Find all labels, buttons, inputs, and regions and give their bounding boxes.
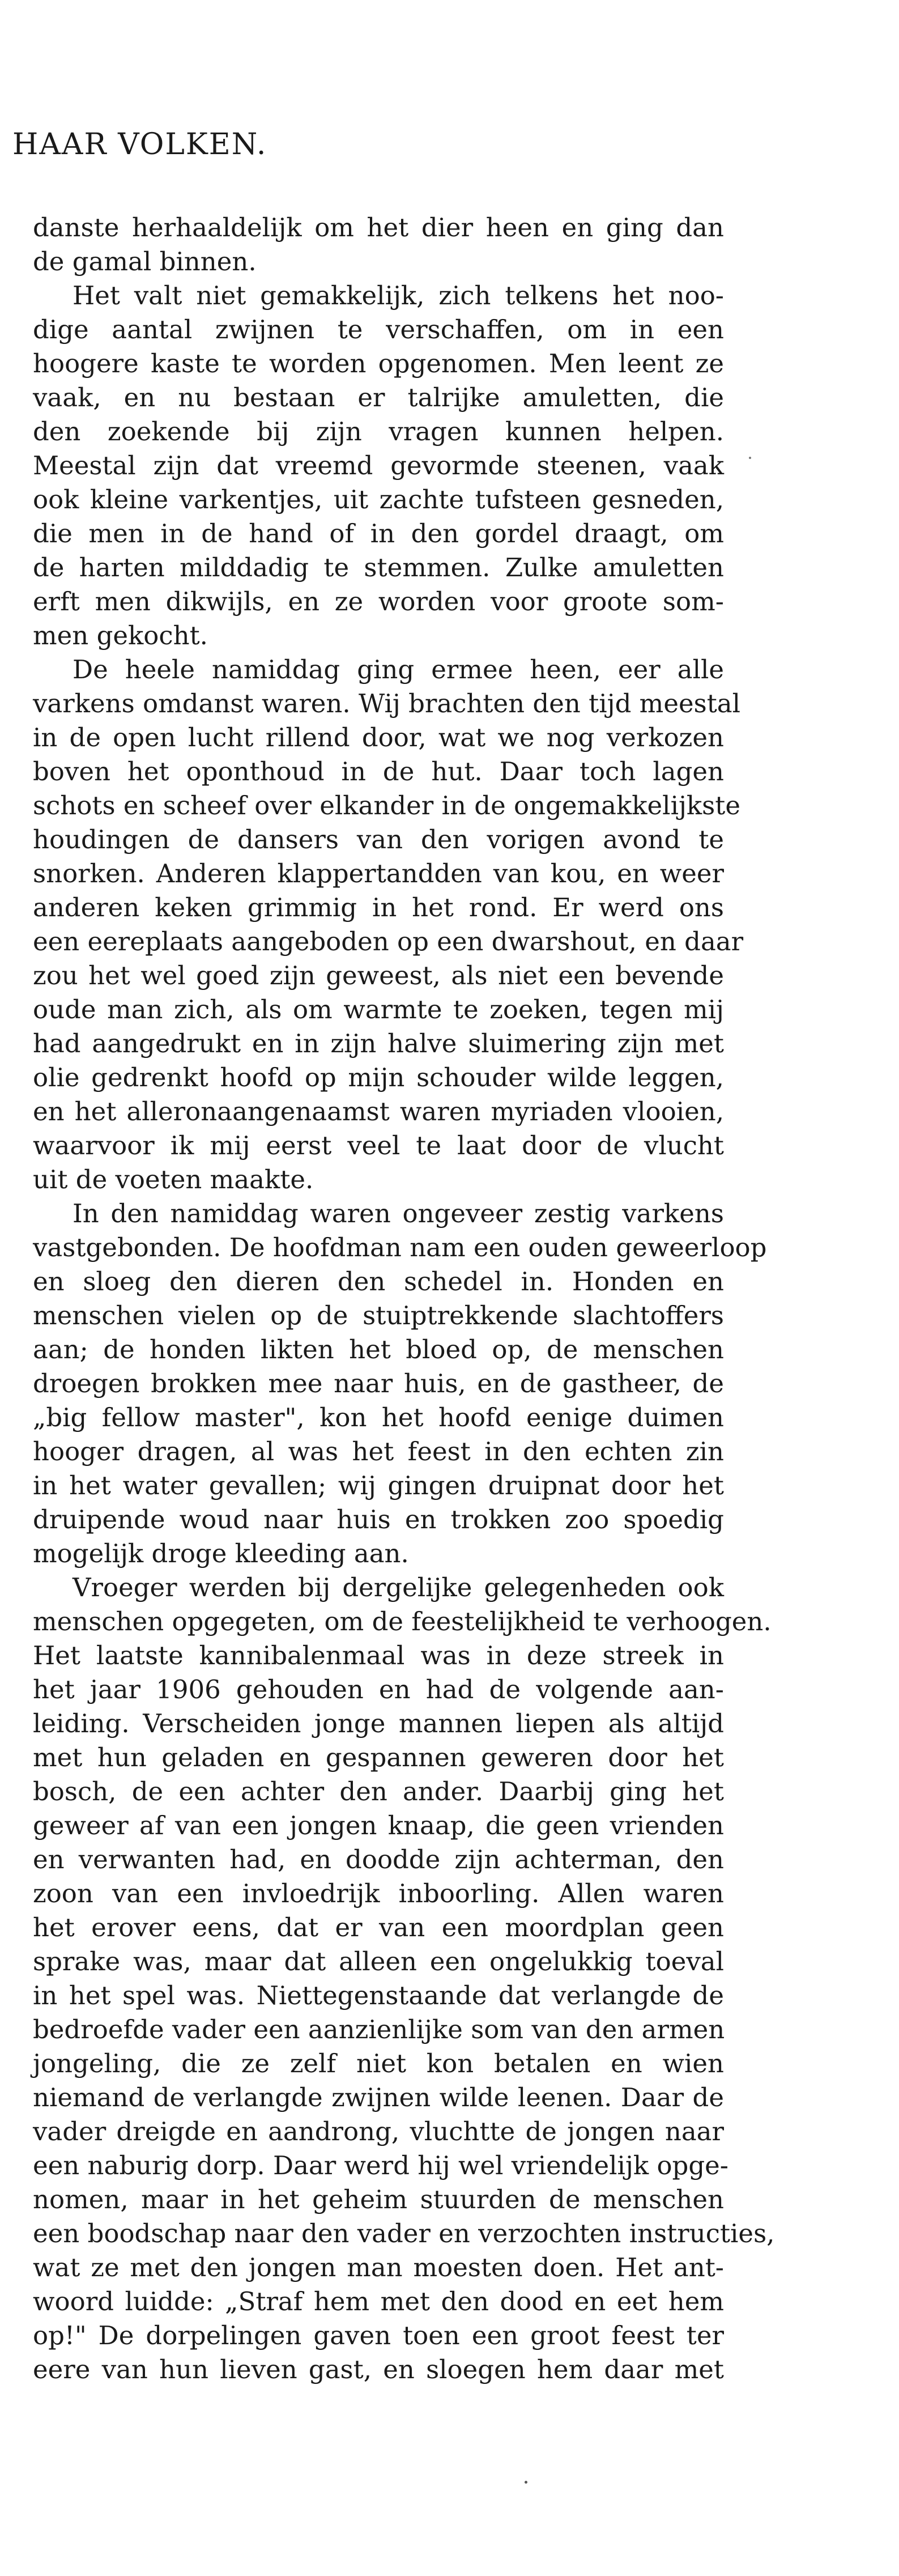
- text-line: olie gedrenkt hoofd op mijn schouder wilde leggen,: [33, 1062, 724, 1093]
- text-line: erft men dikwijls, en ze worden voor groote som-: [33, 586, 724, 617]
- text-line: in de open lucht rillend door, wat we nog verkozen: [33, 722, 724, 753]
- text-line: jongeling, die ze zelf niet kon betalen en wien: [33, 2048, 724, 2078]
- text-line: droegen brokken mee naar huis, en de gastheer, de: [33, 1368, 724, 1398]
- text-line: met hun geladen en gespannen geweren door het: [33, 1742, 724, 1772]
- text-line: in het spel was. Niettegenstaande dat verlangde de: [33, 1980, 724, 2010]
- text-line: men gekocht.: [33, 620, 208, 651]
- text-line: niemand de verlangde zwijnen wilde leenen. Daar de: [33, 2082, 724, 2112]
- text-line: snorken. Anderen klappertandden van kou, en weer: [33, 858, 724, 889]
- text-line: anderen keken grimmig in het rond. Er werd ons: [33, 892, 724, 923]
- text-line: oude man zich, als om warmte te zoeken, tegen mij: [33, 994, 724, 1025]
- text-line: vader dreigde en aandrong, vluchtte de jongen naar: [33, 2116, 724, 2146]
- text-line: Het valt niet gemakkelijk, zich telkens het noo-: [73, 280, 724, 311]
- text-line: het erover eens, dat er van een moordplan geen: [33, 1912, 724, 1942]
- text-line: druipende woud naar huis en trokken zoo spoedig: [33, 1504, 724, 1534]
- text-line: varkens omdanst waren. Wij brachten den tijd meestal: [33, 688, 741, 719]
- text-line: had aangedrukt en in zijn halve sluimering zijn met: [33, 1028, 724, 1059]
- text-line: geweer af van een jongen knaap, die geen vrienden: [33, 1810, 724, 1840]
- running-head: HAAR VOLKEN.: [12, 127, 267, 161]
- text-line: bedroefde vader een aanzienlijke som van den armen: [33, 2014, 725, 2044]
- text-line: Vroeger werden bij dergelijke gelegenheden ook: [73, 1572, 724, 1602]
- text-line: dige aantal zwijnen te verschaffen, om in een: [33, 314, 724, 345]
- text-line: boven het oponthoud in de hut. Daar toch lagen: [33, 756, 724, 787]
- text-line: „big fellow master", kon het hoofd eenige duimen: [33, 1402, 724, 1432]
- text-line: vaak, en nu bestaan er talrijke amuletten, die: [33, 382, 724, 413]
- text-line: danste herhaaldelijk om het dier heen en ging dan: [33, 212, 724, 243]
- text-line: zoon van een invloedrijk inboorling. Allen waren: [33, 1878, 724, 1908]
- text-line: en het alleronaangenaamst waren myriaden vlooien,: [33, 1096, 724, 1127]
- text-line: De heele namiddag ging ermee heen, eer alle: [73, 654, 724, 685]
- text-line: eere van hun lieven gast, en sloegen hem daar met: [33, 2354, 724, 2384]
- text-line: het jaar 1906 gehouden en had de volgende aan-: [33, 1674, 724, 1704]
- text-line: vastgebonden. De hoofdman nam een ouden geweerloop: [33, 1232, 767, 1263]
- text-line: de harten milddadig te stemmen. Zulke amuletten: [33, 552, 724, 583]
- body-text: [33, 211, 775, 2387]
- text-line: sprake was, maar dat alleen een ongelukkig toeval: [33, 1946, 724, 1976]
- print-speck: [749, 457, 751, 459]
- text-line: menschen vielen op de stuiptrekkende slachtoffers: [33, 1300, 724, 1330]
- text-line: een boodschap naar den vader en verzochten instructies,: [33, 2218, 775, 2248]
- text-line: en verwanten had, en doodde zijn achterman, den: [33, 1844, 724, 1874]
- text-line: ook kleine varkentjes, uit zachte tufsteen gesneden,: [33, 484, 724, 515]
- text-line: hoogere kaste te worden opgenomen. Men leent ze: [33, 348, 724, 379]
- text-line: Meestal zijn dat vreemd gevormde steenen, vaak: [33, 450, 724, 481]
- text-line: aan; de honden likten het bloed op, de menschen: [33, 1334, 724, 1364]
- text-line: in het water gevallen; wij gingen druipnat door het: [33, 1470, 724, 1500]
- text-line: zou het wel goed zijn geweest, als niet een bevende: [33, 960, 724, 991]
- text-line: een naburig dorp. Daar werd hij wel vriendelijk opge-: [33, 2150, 729, 2180]
- text-line: menschen opgegeten, om de feestelijkheid te verhoogen.: [33, 1606, 772, 1636]
- text-line: houdingen de dansers van den vorigen avond te: [33, 824, 724, 855]
- text-line: woord luidde: „Straf hem met den dood en eet hem: [33, 2286, 724, 2316]
- text-line: waarvoor ik mij eerst veel te laat door de vlucht: [33, 1130, 724, 1161]
- text-line: nomen, maar in het geheim stuurden de menschen: [33, 2184, 724, 2214]
- text-line: op!" De dorpelingen gaven toen een groot feest ter: [33, 2320, 724, 2350]
- text-line: wat ze met den jongen man moesten doen. Het ant-: [33, 2252, 724, 2282]
- text-line: een eereplaats aangeboden op een dwarshout, en daar: [33, 926, 744, 957]
- text-line: mogelijk droge kleeding aan.: [33, 1538, 409, 1568]
- text-line: de gamal binnen.: [33, 246, 257, 277]
- text-line: hooger dragen, al was het feest in den echten zin: [33, 1436, 724, 1466]
- text-line: schots en scheef over elkander in de ongemakkelijkste: [33, 790, 740, 821]
- text-line: en sloeg den dieren den schedel in. Honden en: [33, 1266, 724, 1296]
- print-speck: [525, 2481, 527, 2484]
- text-line: uit de voeten maakte.: [33, 1164, 314, 1195]
- text-line: den zoekende bij zijn vragen kunnen helpen.: [33, 416, 724, 447]
- text-line: bosch, de een achter den ander. Daarbij ging het: [33, 1776, 724, 1806]
- text-line: leiding. Verscheiden jonge mannen liepen als altijd: [33, 1708, 724, 1738]
- text-line: die men in de hand of in den gordel draagt, om: [33, 518, 724, 549]
- text-line: In den namiddag waren ongeveer zestig varkens: [73, 1198, 724, 1229]
- text-line: Het laatste kannibalenmaal was in deze streek in: [33, 1640, 724, 1670]
